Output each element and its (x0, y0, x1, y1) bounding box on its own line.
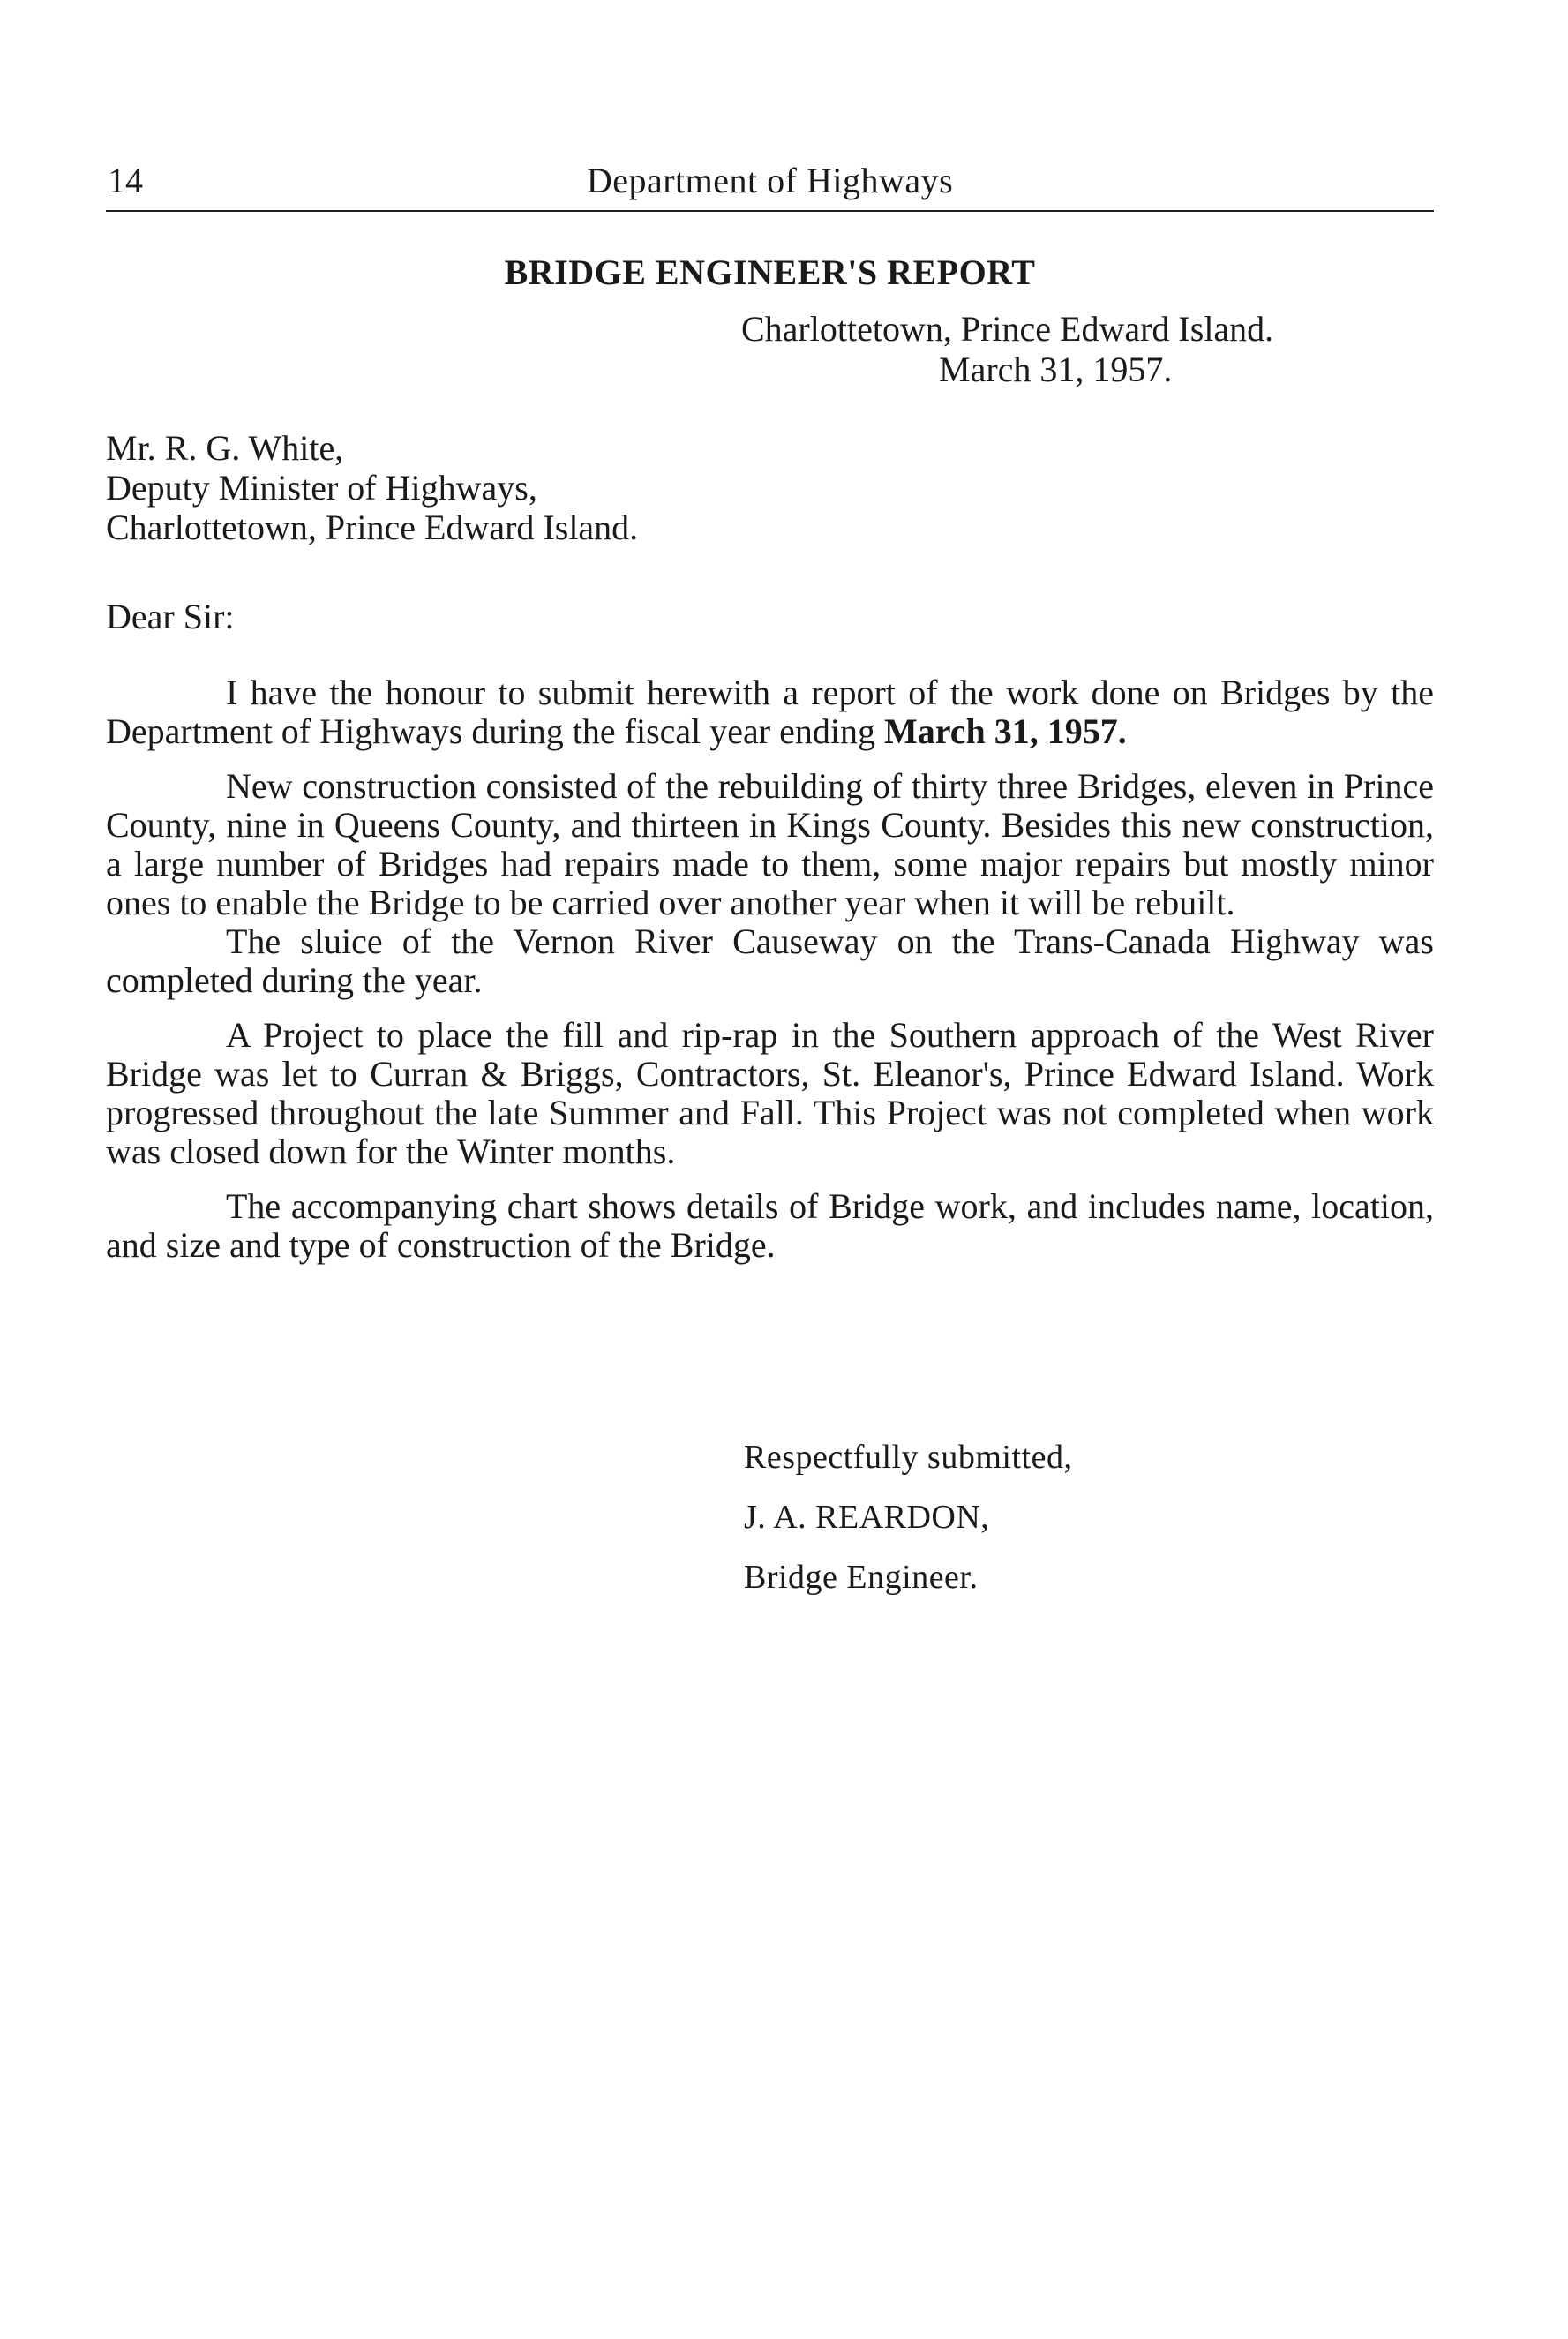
report-title: BRIDGE ENGINEER'S REPORT (504, 252, 1036, 292)
signer-title: Bridge Engineer. (744, 1559, 979, 1596)
paragraph-1 (106, 673, 1434, 751)
recipient-position: Deputy Minister of Highways, (106, 468, 537, 508)
page-header (106, 157, 1434, 212)
recipient-name: Mr. R. G. White, (106, 428, 344, 468)
salutation: Dear Sir: (106, 597, 235, 636)
dateline-date: March 31, 1957. (939, 350, 1173, 389)
complimentary-close: Respectfully submitted, (744, 1439, 1073, 1476)
paragraph-4: A Project to place the fill and rip-rap in the Southern approach of the West River Bridge was let to Curran & Briggs, Contractors, St. Eleanor's, Prince Edward Island. Work progressed throughout the late Summer and Fall. This Project was not completed when work was closed down for the Winter months. (106, 1015, 1434, 1171)
closing-block (744, 1427, 1072, 1607)
recipient-place: Charlottetown, Prince Edward Island. (106, 508, 639, 547)
page-number: 14 (108, 161, 143, 200)
paragraph-5: The accompanying chart shows details of Bridge work, and includes name, location, and size and type of construction of the Bridge. (106, 1186, 1434, 1265)
dateline (741, 309, 1465, 390)
signer-name: J. A. REARDON, (744, 1499, 990, 1536)
paragraph-3: The sluice of the Vernon River Causeway on the Trans-Canada Highway was completed during the year. (106, 921, 1434, 1000)
fiscal-year-end-date: March 31, 1957. (883, 711, 1127, 751)
running-head: Department of Highways (586, 161, 954, 200)
recipient-address (106, 428, 638, 547)
paragraph-2: New construction consisted of the rebuilding of thirty three Bridges, eleven in Prince County, nine in Queens County, and thirteen in Kings County. Besides this new construction, a large number of Bridges had repairs made to them, some major repairs but mostly minor ones to enable the Bridge to be carried over another year when it will be rebuilt. (106, 766, 1434, 922)
paragraph-1-text: I have the honour to submit herewith a report of the work done on Bridges by the Department of Highways during the fiscal year ending (106, 673, 1434, 751)
letter-body (106, 673, 1434, 1265)
dateline-place: Charlottetown, Prince Edward Island. (741, 309, 1274, 349)
